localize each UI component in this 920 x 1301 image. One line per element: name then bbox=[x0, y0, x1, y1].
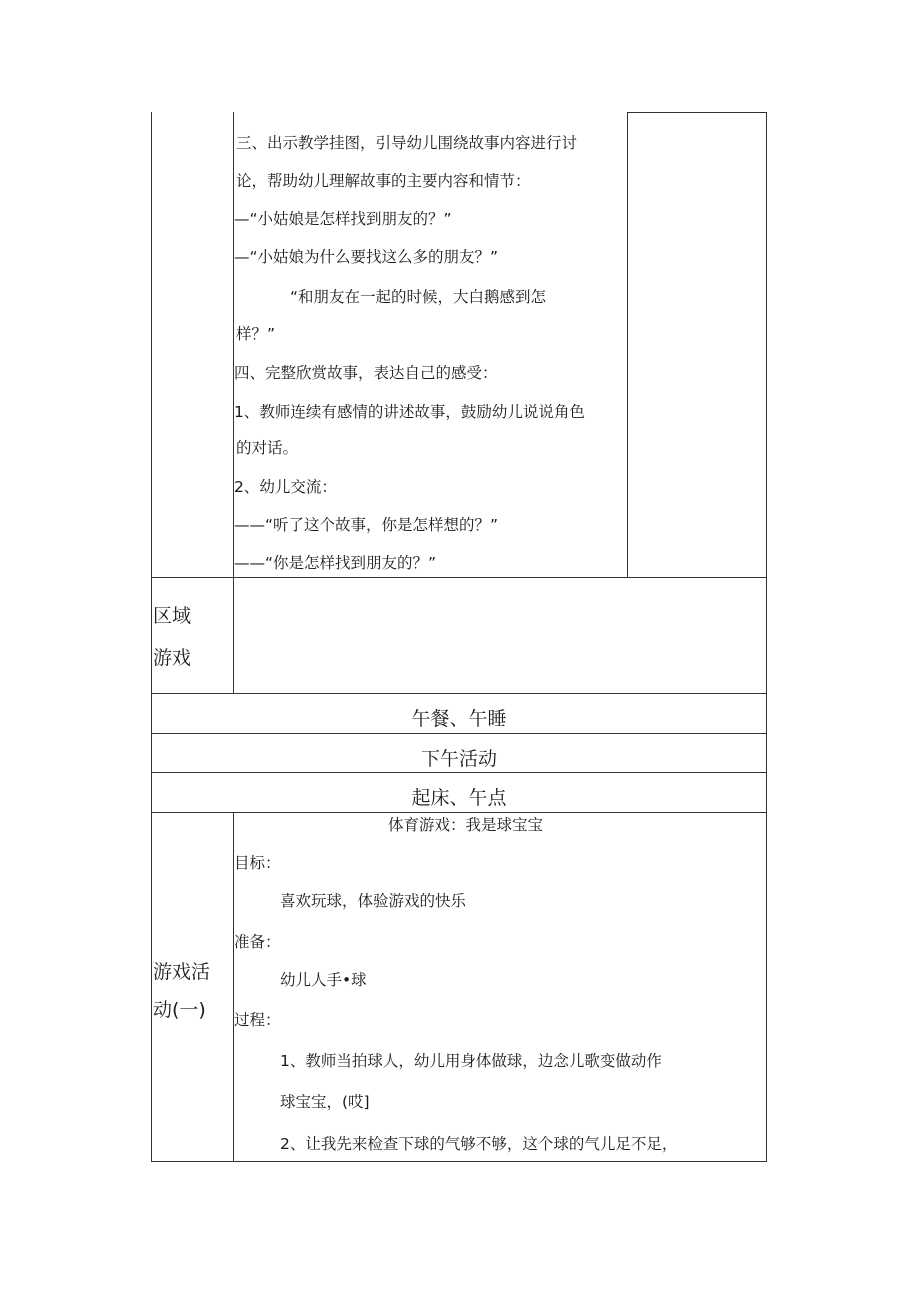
table-right-border bbox=[766, 112, 767, 1162]
goal-text: 喜欢玩球，体验游戏的快乐 bbox=[280, 892, 467, 910]
table-left-border bbox=[151, 112, 152, 1162]
text-line: 四、完整欣赏故事，表达自己的感受： bbox=[234, 364, 498, 382]
text-line: 样？” bbox=[236, 325, 276, 343]
wakeup-snack-row: 起床、午点 bbox=[411, 787, 507, 809]
process-label: 过程： bbox=[234, 1011, 281, 1029]
prep-label: 准备： bbox=[234, 933, 281, 951]
game-title: 体育游戏：我是球宝宝 bbox=[388, 816, 544, 834]
game-activity-label-2: 动(一) bbox=[153, 999, 206, 1021]
afternoon-activity-row: 下午活动 bbox=[420, 748, 497, 770]
row-divider-area-top bbox=[151, 577, 767, 578]
table-bottom-border bbox=[151, 1161, 767, 1162]
row-divider-wakeup-top bbox=[151, 772, 767, 773]
row-divider-lunch-top bbox=[151, 693, 767, 694]
process-step-1b: 球宝宝，(哎] bbox=[280, 1093, 370, 1111]
row-divider-afternoon-top bbox=[151, 733, 767, 734]
right-column-divider bbox=[627, 112, 628, 577]
text-line: —“小姑娘为什么要找这么多的朋友？” bbox=[234, 248, 499, 266]
text-line: —“小姑娘是怎样找到朋友的？” bbox=[234, 210, 452, 228]
process-step-2: 2、让我先来检查下球的气够不够，这个球的气儿足不足， bbox=[280, 1135, 678, 1153]
lunch-nap-row: 午餐、午睡 bbox=[411, 708, 507, 730]
text-line: 的对话。 bbox=[236, 439, 299, 457]
text-line: “和朋友在一起的时候，大白鹅感到怎 bbox=[290, 288, 547, 306]
text-line: 1、教师连续有感情的讲述故事，鼓励幼儿说说角色 bbox=[234, 403, 585, 421]
border-top-right-cell bbox=[627, 112, 767, 113]
game-activity-label: 游戏活 bbox=[153, 961, 211, 983]
prep-text: 幼儿人手•球 bbox=[280, 971, 367, 989]
text-line: 2、幼儿交流： bbox=[234, 478, 337, 496]
row-divider-game-top bbox=[151, 812, 767, 813]
process-step-1: 1、教师当拍球人，幼儿用身体做球，边念儿歌变做动作 bbox=[280, 1052, 662, 1070]
area-game-label-2: 游戏 bbox=[153, 647, 192, 669]
text-line: 三、出示教学挂图，引导幼儿围绕故事内容进行讨 bbox=[236, 134, 578, 152]
text-line: ——“听了这个故事，你是怎样想的？” bbox=[234, 516, 499, 534]
area-game-label: 区域 bbox=[153, 605, 192, 627]
goal-label: 目标： bbox=[234, 854, 281, 872]
text-line: 论，帮助幼儿理解故事的主要内容和情节： bbox=[236, 172, 531, 190]
text-line: ——“你是怎样找到朋友的？” bbox=[234, 554, 437, 572]
